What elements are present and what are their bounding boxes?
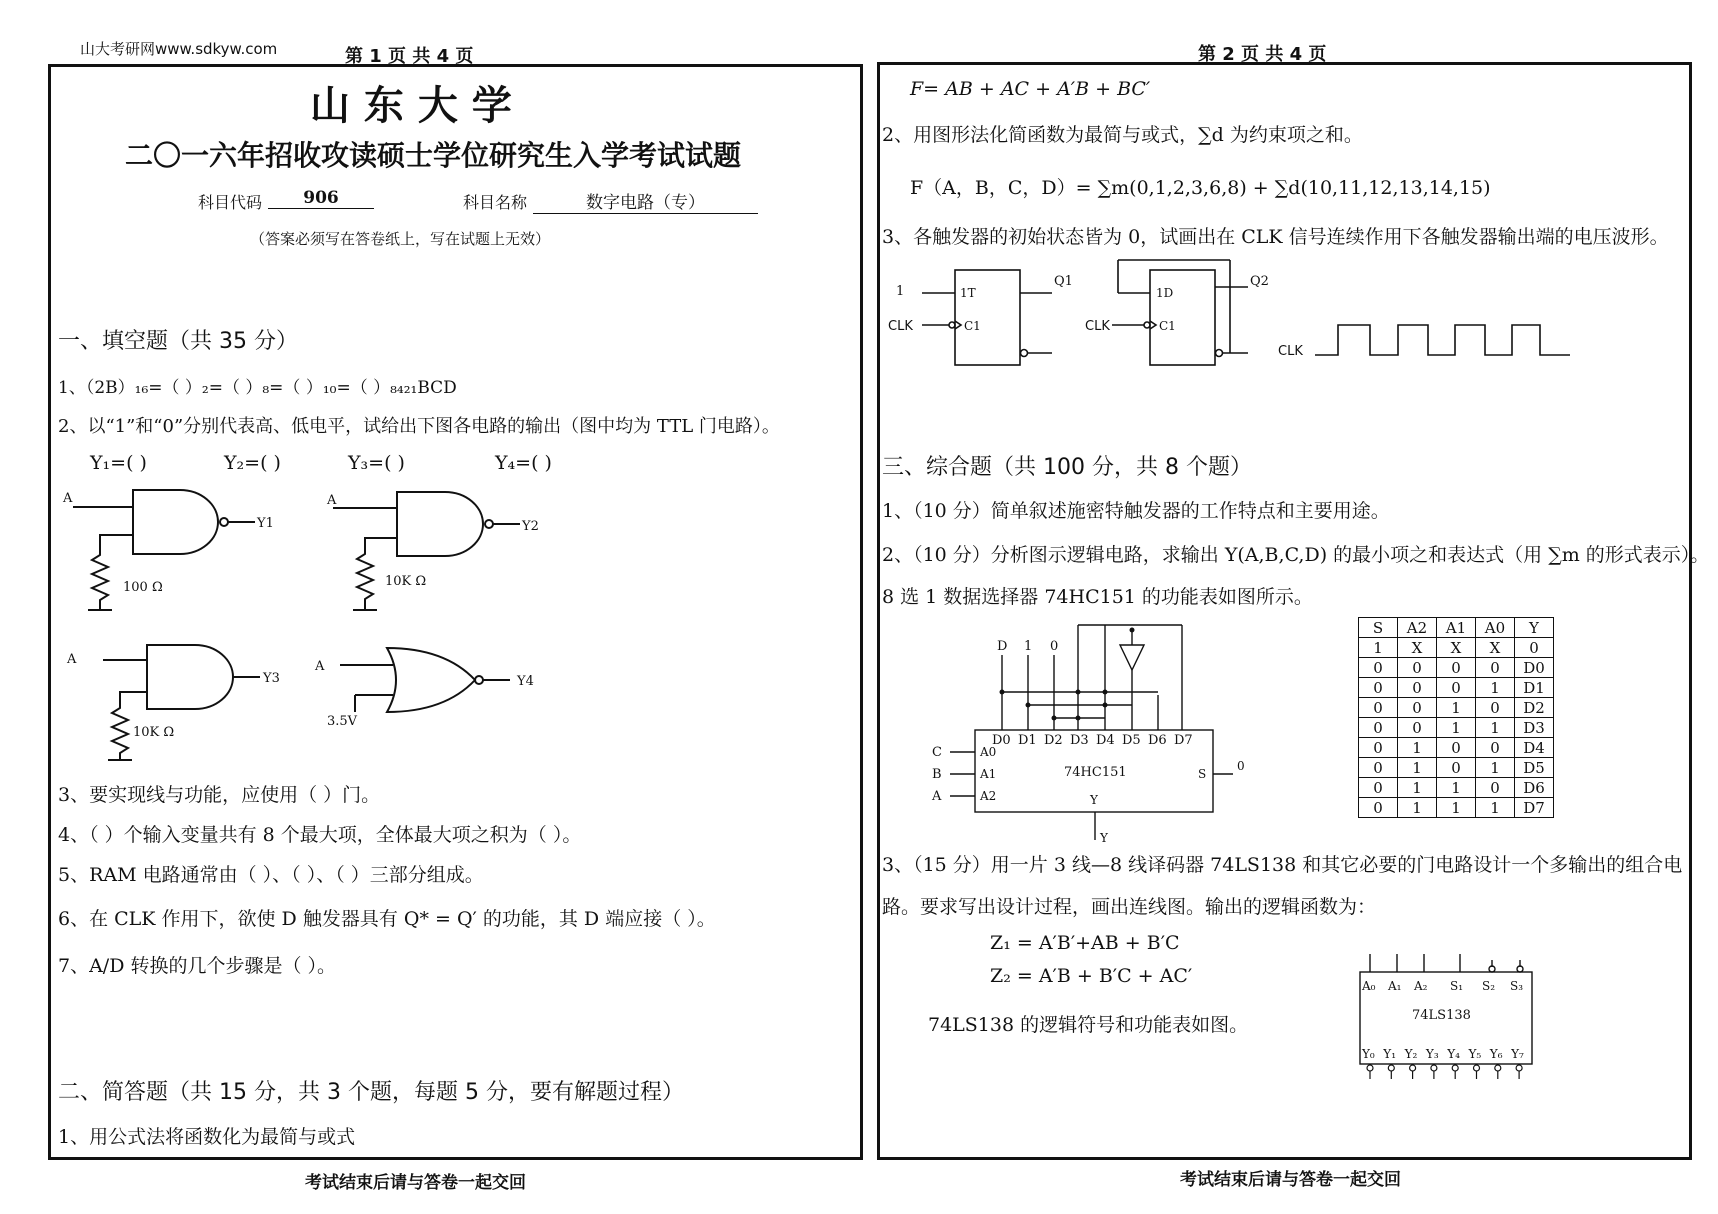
decoder-output-pin <box>1410 1065 1416 1071</box>
mux-pin-d7: D7 <box>1174 733 1193 748</box>
function-z1: Z₁ = A′B′+AB + B′C <box>990 932 1180 954</box>
mux-select-c: C <box>932 745 942 760</box>
truth-table-cell: 0 <box>1359 778 1398 798</box>
section1-title: 一、填空题（共 35 分） <box>58 329 298 354</box>
truth-table-cell: 0 <box>1398 718 1437 738</box>
gate4-input-label: A <box>315 659 325 674</box>
exam-title: 二〇一六年招收攻读硕士学位研究生入学考试试题 <box>125 139 742 172</box>
truth-table-cell: 0 <box>1359 658 1398 678</box>
mux-pin-d4: D4 <box>1096 733 1115 748</box>
mux-pin-d1: D1 <box>1018 733 1037 748</box>
nand-gate-1 <box>133 490 218 554</box>
truth-table-cell: 1 <box>1437 798 1476 818</box>
resistor3-label: 10K Ω <box>133 725 175 740</box>
y1-answer: Y₁=( ) <box>90 452 147 474</box>
decoder-output-pin <box>1367 1065 1373 1071</box>
ff1-clk-label: CLK <box>888 319 913 334</box>
truth-table-cell: 1 <box>1398 758 1437 778</box>
mux-pin-d3: D3 <box>1070 733 1089 748</box>
mux-output-y: Y <box>1100 831 1108 845</box>
mux-select-b: B <box>932 767 942 782</box>
truth-table-cell: 0 <box>1398 698 1437 718</box>
mux-pin-d0: D0 <box>992 733 1011 748</box>
ff1-output-label: Q1 <box>1054 274 1073 289</box>
truth-table-cell: 1 <box>1437 698 1476 718</box>
resistor-1 <box>92 535 133 610</box>
decoder-note: 74LS138 的逻辑符号和功能表如图。 <box>928 1014 1249 1036</box>
truth-table-row <box>1359 798 1554 818</box>
truth-table-cell: 1 <box>1476 678 1515 698</box>
inverter-symbol <box>1120 645 1144 670</box>
truth-table-cell: X <box>1437 638 1476 658</box>
decoder-output-label: Y₃ <box>1425 1047 1439 1061</box>
truth-table-cell: D2 <box>1515 698 1554 718</box>
truth-table-header <box>1359 618 1554 638</box>
gate3-output-label: Y3 <box>263 671 280 686</box>
truth-table-cell: 0 <box>1359 698 1398 718</box>
mux-select-a: A <box>932 789 942 804</box>
decoder-input-label: A₁ <box>1388 979 1402 993</box>
decoder-output-label: Y₁ <box>1383 1047 1397 1061</box>
truth-table-cell: 1 <box>1359 638 1398 658</box>
truth-table-cell: D3 <box>1515 718 1554 738</box>
and-gate-3 <box>147 645 233 709</box>
question-2: 2、以“1”和“0”分别代表高、低电平，试给出下图各电路的输出（图中均为 TTL 门电路）。 <box>58 416 780 437</box>
th-a0: A0 <box>1476 618 1515 638</box>
mux-figure <box>920 620 1260 845</box>
decoder-input-label: A₂ <box>1414 979 1428 993</box>
section3-question-2: 2、（10 分）分析图示逻辑电路，求输出 Y(A,B,C,D) 的最小项之和表达式（用 ∑m 的形式表示）。 <box>882 544 1710 566</box>
truth-table-row <box>1359 678 1554 698</box>
decoder-output-pin <box>1495 1065 1501 1071</box>
mux-top-input-1: 1 <box>1024 639 1033 654</box>
formula-f: F= AB + AC + A′B + BC′ <box>910 78 1151 100</box>
section3-question-3-line2: 路。要求写出设计过程，画出连线图。输出的逻辑函数为： <box>882 896 1377 918</box>
page1-footer: 考试结束后请与答卷一起交回 <box>305 1173 526 1193</box>
page1-number: 第 1 页 共 4 页 <box>345 46 474 67</box>
truth-table-cell: 0 <box>1437 758 1476 778</box>
decoder-output-label: Y₅ <box>1468 1047 1482 1061</box>
truth-table-cell: 0 <box>1359 718 1398 738</box>
section3-title: 三、综合题（共 100 分，共 8 个题） <box>882 455 1252 480</box>
ff1-c-pin: C1 <box>964 319 981 333</box>
y2-answer: Y₂=( ) <box>224 452 281 474</box>
truth-table-cell: 0 <box>1359 798 1398 818</box>
question-1: 1、（2B）₁₆=（ ）₂=（ ）₈=（ ）₁₀=（ ）₈₄₂₁BCD <box>58 378 457 398</box>
answer-notice: （答案必须写在答卷纸上，写在试题上无效） <box>250 230 551 248</box>
truth-table-cell: 0 <box>1476 698 1515 718</box>
truth-table-cell: 1 <box>1398 798 1437 818</box>
p2-question-3: 3、各触发器的初始状态皆为 0，试画出在 CLK 信号连续作用下各触发器输出端的电压波形。 <box>882 226 1669 248</box>
th-a1: A1 <box>1437 618 1476 638</box>
gate1-output-label: Y1 <box>257 516 274 531</box>
truth-table-cell: 1 <box>1476 758 1515 778</box>
truth-table-cell: 1 <box>1398 778 1437 798</box>
truth-table-cell: 0 <box>1437 678 1476 698</box>
truth-table-cell: 1 <box>1437 718 1476 738</box>
gate-circuits-figure <box>55 480 575 770</box>
decoder-figure <box>1350 952 1540 1082</box>
mux-top-input-d: D <box>997 639 1008 654</box>
question-7: 7、A/D 转换的几个步骤是（ ）。 <box>58 955 337 977</box>
gate2-input-label: A <box>327 493 337 508</box>
gate3-input-label: A <box>67 652 77 667</box>
gate4-output-label: Y4 <box>517 674 534 689</box>
decoder-output-label: Y₇ <box>1511 1047 1524 1061</box>
truth-table-row <box>1359 638 1554 658</box>
mux-top-input-0: 0 <box>1050 639 1059 654</box>
mux-pin-a2: A2 <box>980 789 997 803</box>
truth-table-cell: 1 <box>1476 718 1515 738</box>
mux-s-value: 0 <box>1237 759 1245 773</box>
truth-table-cell: 0 <box>1359 758 1398 778</box>
truth-table-cell: X <box>1476 638 1515 658</box>
ff2-box <box>1150 270 1215 365</box>
truth-table-cell: 0 <box>1437 658 1476 678</box>
mux-chip-name: 74HC151 <box>1064 765 1127 780</box>
resistor2-label: 10K Ω <box>385 574 427 589</box>
mux-pin-d5: D5 <box>1122 733 1141 748</box>
page2-footer: 考试结束后请与答卷一起交回 <box>1180 1170 1401 1190</box>
decoder-output-pin <box>1516 1065 1522 1071</box>
clk-waveform <box>1315 325 1570 355</box>
ff2-output-label: Q2 <box>1250 274 1269 289</box>
truth-table-cell: 0 <box>1476 778 1515 798</box>
truth-table-row <box>1359 778 1554 798</box>
voltage-label: 3.5V <box>327 714 358 729</box>
truth-table-cell: 0 <box>1359 678 1398 698</box>
truth-table-cell: D4 <box>1515 738 1554 758</box>
decoder-output-label: Y₂ <box>1404 1047 1418 1061</box>
truth-table-cell: D0 <box>1515 658 1554 678</box>
truth-table-row <box>1359 718 1554 738</box>
truth-table-cell: X <box>1398 638 1437 658</box>
truth-table-cell: 0 <box>1398 658 1437 678</box>
p2-question-2-formula: F（A，B，C，D）= ∑m(0,1,2,3,6,8) + ∑d(10,11,12,13,14,15) <box>910 177 1491 199</box>
decoder-output-pin <box>1452 1065 1458 1071</box>
question-5: 5、RAM 电路通常由（ ）、（ ）、（ ）三部分组成。 <box>58 864 484 886</box>
mux-pin-d6: D6 <box>1148 733 1167 748</box>
gate2-output-label: Y2 <box>522 519 539 534</box>
mux-pin-d2: D2 <box>1044 733 1063 748</box>
function-z2: Z₂ = A′B + B′C + AC′ <box>990 965 1193 987</box>
section3-question-3: 3、（15 分）用一片 3 线—8 线译码器 74LS138 和其它必要的门电路设计一个多输出的组合电 <box>882 854 1683 876</box>
section2-title: 二、简答题（共 15 分，共 3 个题，每题 5 分，要有解题过程） <box>58 1080 684 1105</box>
truth-table-cell: 1 <box>1398 738 1437 758</box>
ff1-box <box>955 270 1020 365</box>
resistor1-label: 100 Ω <box>123 580 163 595</box>
question-3: 3、要实现线与功能，应使用（ ）门。 <box>58 784 381 806</box>
th-a2: A2 <box>1398 618 1437 638</box>
truth-table-cell: 0 <box>1398 678 1437 698</box>
th-s: S <box>1359 618 1398 638</box>
section3-question-1: 1、（10 分）简单叙述施密特触发器的工作特点和主要用途。 <box>882 500 1390 522</box>
truth-table-row <box>1359 698 1554 718</box>
subject-name-label: 科目名称 <box>463 193 528 212</box>
ff1-t-pin: 1T <box>960 286 976 300</box>
gate1-input-label: A <box>63 491 73 506</box>
decoder-input-label: S₁ <box>1450 979 1464 993</box>
flipflop-figure <box>880 255 1580 370</box>
truth-table-cell: D6 <box>1515 778 1554 798</box>
mux-truth-table <box>1358 617 1554 818</box>
truth-table-cell: D5 <box>1515 758 1554 778</box>
ff2-d-pin: 1D <box>1156 286 1174 300</box>
decoder-output-pin <box>1388 1065 1394 1071</box>
decoder-output-pin <box>1474 1065 1480 1071</box>
p2-question-2: 2、用图形法化简函数为最简与或式，∑d 为约束项之和。 <box>882 124 1363 146</box>
decoder-output-pin <box>1431 1065 1437 1071</box>
nor-gate-4 <box>387 648 475 712</box>
question-4: 4、（ ）个输入变量共有 8 个最大项，全体最大项之积为（ ）。 <box>58 824 582 846</box>
ff1-input-label: 1 <box>896 284 905 299</box>
truth-table-cell: D1 <box>1515 678 1554 698</box>
decoder-chip-name: 74LS138 <box>1412 1008 1471 1023</box>
truth-table-cell: 0 <box>1359 738 1398 758</box>
decoder-output-label: Y₆ <box>1489 1047 1503 1061</box>
clk-wave-label: CLK <box>1278 344 1303 359</box>
decoder-output-label: Y₀ <box>1362 1047 1375 1061</box>
question-6: 6、在 CLK 作用下，欲使 D 触发器具有 Q* = Q′ 的功能，其 D 端应接（ ）。 <box>58 908 716 930</box>
truth-table-row <box>1359 758 1554 778</box>
ff2-c-pin: C1 <box>1159 319 1176 333</box>
truth-table-cell: 0 <box>1437 738 1476 758</box>
section2-question-1: 1、用公式法将函数化为最简与或式 <box>58 1126 356 1148</box>
truth-table-cell: D7 <box>1515 798 1554 818</box>
site-watermark: 山大考研网www.sdkyw.com <box>80 40 278 58</box>
decoder-input-label: S₃ <box>1510 979 1524 993</box>
mux-pin-s: S <box>1198 767 1207 781</box>
decoder-input-label: S₂ <box>1482 979 1496 993</box>
truth-table-cell: 0 <box>1476 738 1515 758</box>
truth-table-row <box>1359 738 1554 758</box>
truth-table-cell: 0 <box>1476 658 1515 678</box>
decoder-input-label: A₀ <box>1362 979 1376 993</box>
th-y: Y <box>1515 618 1554 638</box>
subject-code-value: 906 <box>268 188 374 209</box>
mux-pin-a0: A0 <box>980 745 997 759</box>
y4-answer: Y₄=( ) <box>495 452 552 474</box>
decoder-output-label: Y₄ <box>1447 1047 1460 1061</box>
section3-question-2-note: 8 选 1 数据选择器 74HC151 的功能表如图所示。 <box>882 586 1313 608</box>
truth-table-row <box>1359 658 1554 678</box>
truth-table-cell: 1 <box>1476 798 1515 818</box>
ff2-clk-label: CLK <box>1085 319 1110 334</box>
mux-pin-y: Y <box>1090 793 1098 807</box>
truth-table-cell: 1 <box>1437 778 1476 798</box>
mux-pin-a1: A1 <box>980 767 997 781</box>
nand-gate-2 <box>397 492 483 556</box>
page2-number: 第 2 页 共 4 页 <box>1198 44 1327 65</box>
subject-name-value: 数字电路（专） <box>533 188 758 214</box>
university-name: 山 东 大 学 <box>310 83 512 129</box>
y3-answer: Y₃=( ) <box>348 452 405 474</box>
truth-table-cell: 0 <box>1515 638 1554 658</box>
subject-code-label: 科目代码 <box>198 193 263 212</box>
